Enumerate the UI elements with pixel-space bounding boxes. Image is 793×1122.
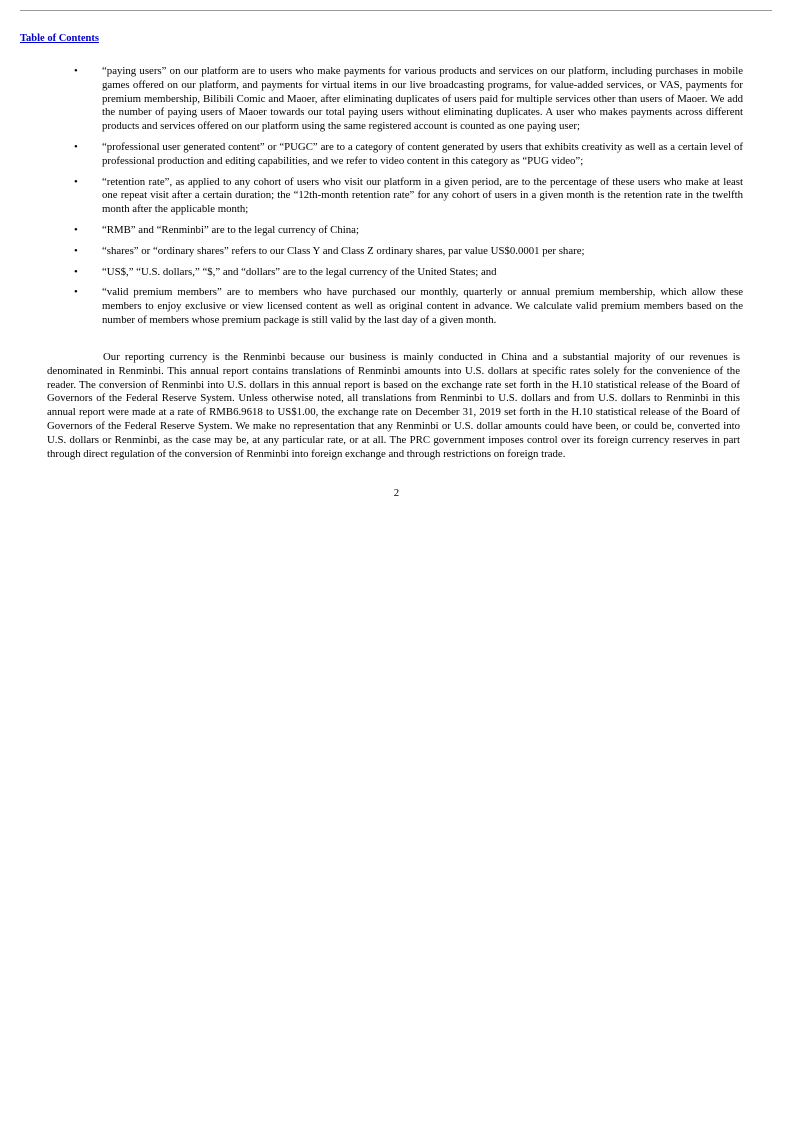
definition-item-shares [0,245,793,259]
bullet-icon: • [74,265,78,278]
definition-text: “RMB” and “Renminbi” are to the legal currency of China; [102,223,359,236]
definitions-list [0,65,793,335]
bullet-icon: • [74,223,78,236]
page-number: 2 [393,487,400,499]
bullet-icon: • [74,175,78,188]
definition-item-rmb [0,224,793,238]
definition-item-valid-premium-members [0,286,793,327]
definition-text: “shares” or “ordinary shares” refers to our Class Y and Class Z ordinary shares, par value US$0.0001 per share; [102,244,585,257]
bullet-icon: • [74,244,78,257]
definition-text: “retention rate”, as applied to any cohort of users who visit our platform in a given period, are to the percentage of these users who make at least one repeat visit after a certain duration; the “12th-month retention rate” for any cohort of users in a given month is the retention rate in the twelfth month after the applicable month; [102,175,743,216]
definition-item-paying-users [0,65,793,134]
bullet-icon: • [74,140,78,153]
definition-item-retention-rate [0,176,793,217]
definition-text: “paying users” on our platform are to users who make payments for various products and services on our platform, including purchases in mobile games offered on our platform, and payments for virtual items in our live broadcasting programs, for value-added services, or VAS, payments for premium membership, Bilibili Comic and Maoer, after eliminating duplicates of users paid for multiple services other than users of Maoer. We add the number of paying users of Maoer towards our total paying users without eliminating duplicates. A user who makes payments across different products and services offered on our platform using the same registered account is counted as one paying user; [102,65,743,133]
definition-text: “US$,” “U.S. dollars,” “$,” and “dollars” are to the legal currency of the United States; and [102,265,497,278]
header-divider [20,10,772,11]
definition-text: “professional user generated content” or “PUGC” are to a category of content generated by users that exhibits creativity as well as a certain level of professional production and editing capabilities, and we refer to video content in this category as “PUG video”; [102,140,743,167]
definition-text: “valid premium members” are to members who have purchased our monthly, quarterly or annual premium membership, which allow these members to enjoy exclusive or view licensed content as well as original content in advance. We calculate valid premium members based on the number of members whose premium package is still valid by the last day of a given month. [102,286,743,326]
table-of-contents-link[interactable]: Table of Contents [20,33,99,44]
definition-item-pugc [0,141,793,169]
bullet-icon: • [74,286,78,299]
definition-item-us-dollars [0,266,793,280]
reporting-currency-paragraph: Our reporting currency is the Renminbi because our business is mainly conducted in China and a substantial majority of our revenues is denominated in Renminbi. This annual report contains translations of Renminbi amounts into U.S. dollars at specific rates solely for the convenience of the reader. The conversion of Renminbi into U.S. dollars in this annual report is based on the exchange rate set forth in the H.10 statistical release of the Board of Governors of the Federal Reserve System. Unless otherwise noted, all translations from Renminbi to U.S. dollars and from U.S. dollars to Renminbi in this annual report were made at a rate of RMB6.9618 to US$1.00, the exchange rate on December 31, 2019 set forth in the H.10 statistical release of the Board of Governors of the Federal Reserve System. We make no representation that any Renminbi or U.S. dollar amounts could have been, or could be, converted into U.S. dollars or Renminbi, as the case may be, at any particular rate, or at all. The PRC government imposes control over its foreign currency reserves in part through direct regulation of the conversion of Renminbi into foreign exchange and through restrictions on foreign trade. [47,351,740,460]
bullet-icon: • [74,65,78,77]
